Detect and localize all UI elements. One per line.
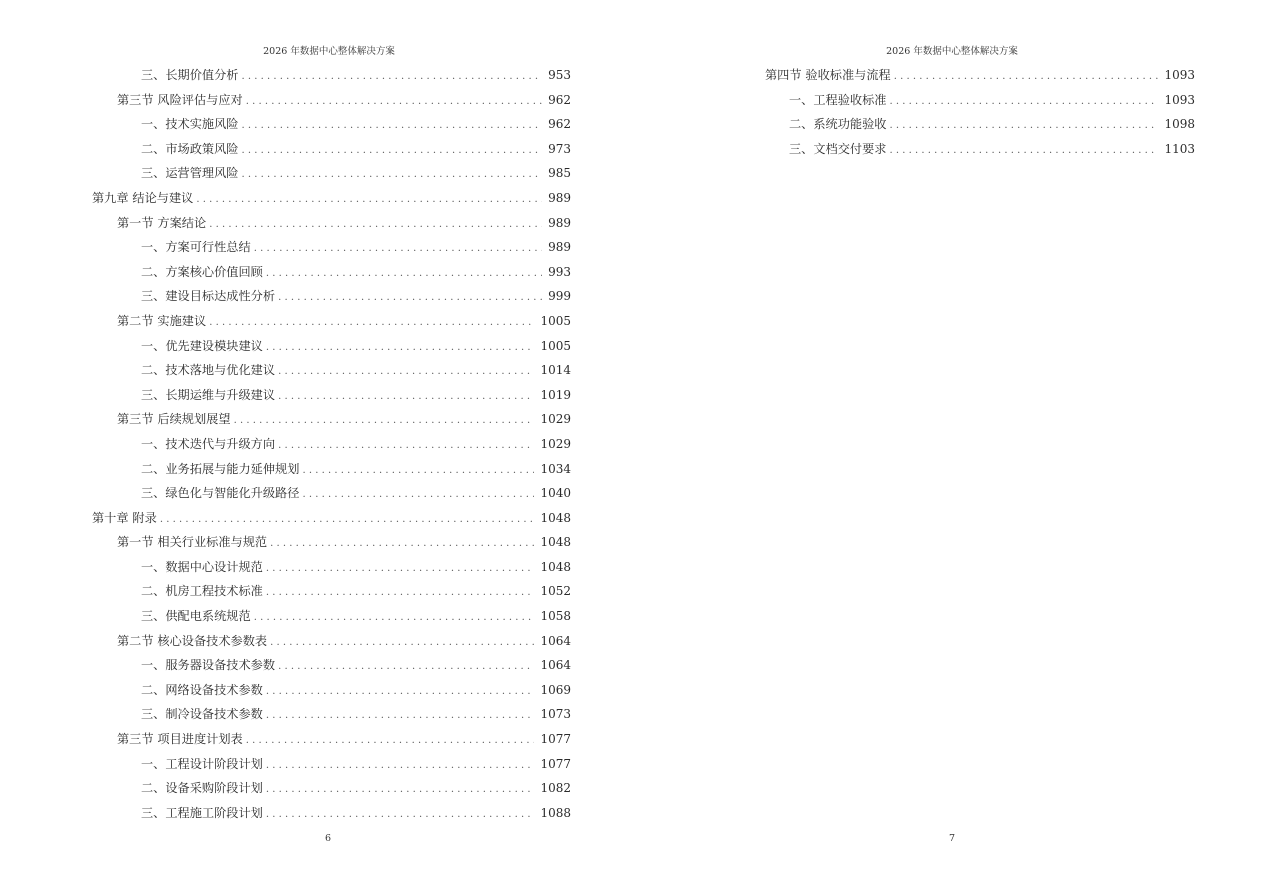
toc-entry-title: 第三节 后续规划展望: [117, 412, 231, 427]
toc-item-entry[interactable]: [92, 63, 571, 88]
toc-entry-title: 二、设备采购阶段计划: [141, 781, 263, 796]
toc-entry-title: 第十章 附录: [92, 510, 157, 525]
table-of-contents: [92, 63, 571, 825]
toc-page-number: 1073: [540, 707, 571, 722]
toc-entry-title: 三、供配电系统规范: [141, 609, 251, 624]
toc-page-number: 1077: [540, 756, 571, 771]
toc-entry-title: 二、方案核心价值回顾: [141, 264, 263, 279]
toc-page-number: 1103: [1164, 141, 1195, 156]
toc-entry-title: 三、长期价值分析: [141, 68, 239, 82]
toc-entry-title: 第二节 核心设备技术参数表: [117, 633, 268, 648]
toc-item-entry[interactable]: [92, 702, 571, 727]
toc-page-number: 999: [548, 289, 571, 304]
dot-leader: [890, 114, 1159, 139]
toc-item-entry[interactable]: [92, 112, 571, 137]
running-header: 2026 年数据中心整体解决方案: [263, 46, 395, 57]
toc-page-number: 1029: [540, 412, 571, 427]
dot-leader: [278, 360, 534, 385]
toc-entry-title: 二、技术落地与优化建议: [141, 363, 276, 378]
toc-entry-title: 一、数据中心设计规范: [141, 559, 263, 574]
toc-chapter-entry[interactable]: [92, 506, 571, 531]
toc-page-number: 1005: [540, 313, 571, 328]
dot-leader: [278, 385, 534, 410]
toc-page-number: 993: [548, 264, 571, 279]
toc-item-entry[interactable]: [740, 112, 1195, 137]
dot-leader: [242, 114, 543, 139]
toc-entry-title: 第三节 项目进度计划表: [117, 732, 243, 747]
toc-entry-title: 三、建设目标达成性分析: [141, 289, 276, 304]
dot-leader: [266, 336, 535, 361]
toc-item-entry[interactable]: [92, 358, 571, 383]
toc-entry-title: 第二节 实施建议: [117, 313, 207, 328]
toc-section-entry[interactable]: [92, 211, 571, 236]
dot-leader: [209, 213, 542, 238]
toc-page-number: 1064: [540, 658, 571, 673]
dot-leader: [894, 65, 1159, 90]
toc-entry-title: 一、服务器设备技术参数: [141, 658, 276, 673]
toc-section-entry[interactable]: [92, 407, 571, 432]
dot-leader: [266, 557, 535, 582]
toc-entry-title: 三、绿色化与智能化升级路径: [141, 486, 300, 501]
toc-entry-title: 三、工程施工阶段计划: [141, 805, 263, 820]
dot-leader: [302, 459, 534, 484]
dot-leader: [266, 778, 535, 803]
toc-section-entry[interactable]: [92, 629, 571, 654]
toc-page-number: 1029: [540, 436, 571, 451]
toc-page-number: 1088: [540, 805, 571, 820]
toc-item-entry[interactable]: [92, 678, 571, 703]
toc-item-entry[interactable]: [92, 260, 571, 285]
dot-leader: [246, 90, 542, 115]
toc-page-number: 1034: [540, 461, 571, 476]
toc-item-entry[interactable]: [92, 604, 571, 629]
toc-section-entry[interactable]: [92, 309, 571, 334]
dot-leader: [242, 139, 543, 164]
toc-page-number: 1098: [1164, 117, 1195, 132]
toc-page-number: 962: [548, 92, 571, 107]
toc-page-number: 1069: [540, 682, 571, 697]
toc-entry-title: 第九章 结论与建议: [92, 190, 194, 205]
dot-leader: [266, 754, 535, 779]
toc-page-right: [630, 0, 1261, 895]
toc-page-number: 1048: [540, 535, 571, 550]
dot-leader: [254, 606, 535, 631]
toc-item-entry[interactable]: [92, 801, 571, 826]
toc-entry-title: 一、技术迭代与升级方向: [141, 436, 276, 451]
dot-leader: [196, 188, 542, 213]
toc-entry-title: 二、系统功能验收: [789, 117, 887, 132]
toc-entry-title: 三、长期运维与升级建议: [141, 387, 276, 402]
toc-entry-title: 三、制冷设备技术参数: [141, 707, 263, 722]
toc-page-number: 1048: [540, 559, 571, 574]
dot-leader: [270, 532, 534, 557]
toc-page-number: 973: [548, 141, 571, 156]
toc-item-entry[interactable]: [92, 481, 571, 506]
toc-item-entry[interactable]: [92, 432, 571, 457]
dot-leader: [890, 139, 1159, 164]
toc-page-number: 1005: [540, 338, 571, 353]
toc-item-entry[interactable]: [92, 284, 571, 309]
toc-page-number: 1058: [540, 609, 571, 624]
page-number: 6: [324, 833, 332, 844]
dot-leader: [890, 90, 1159, 115]
toc-entry-title: 一、优先建设模块建议: [141, 338, 263, 353]
toc-entry-title: 第三节 风险评估与应对: [117, 92, 243, 107]
dot-leader: [242, 65, 543, 90]
dot-leader: [209, 311, 534, 336]
toc-page-number: 989: [548, 215, 571, 230]
toc-page-number: 1040: [540, 486, 571, 501]
toc-entry-title: 一、技术实施风险: [141, 117, 239, 132]
dot-leader: [266, 680, 535, 705]
toc-entry-title: 一、工程设计阶段计划: [141, 756, 263, 771]
dot-leader: [278, 655, 534, 680]
toc-entry-title: 二、机房工程技术标准: [141, 584, 263, 599]
dot-leader: [246, 729, 535, 754]
toc-section-entry[interactable]: [92, 727, 571, 752]
toc-item-entry[interactable]: [92, 776, 571, 801]
toc-entry-title: 第一节 相关行业标准与规范: [117, 535, 268, 550]
toc-item-entry[interactable]: [92, 579, 571, 604]
page-number: 7: [948, 833, 956, 844]
dot-leader: [278, 434, 534, 459]
toc-page-number: 962: [548, 117, 571, 132]
toc-item-entry[interactable]: [92, 457, 571, 482]
toc-page-number: 1019: [540, 387, 571, 402]
toc-entry-title: 二、网络设备技术参数: [141, 682, 263, 697]
toc-entry-title: 三、运营管理风险: [141, 166, 239, 181]
dot-leader: [302, 483, 534, 508]
toc-item-entry[interactable]: [92, 137, 571, 162]
toc-section-entry[interactable]: [92, 530, 571, 555]
toc-entry-title: 一、工程验收标准: [789, 92, 887, 107]
toc-entry-title: 二、市场政策风险: [141, 141, 239, 156]
toc-chapter-entry[interactable]: [92, 186, 571, 211]
toc-item-entry[interactable]: [92, 161, 571, 186]
dot-leader: [160, 508, 535, 533]
toc-page-number: 1093: [1164, 92, 1195, 107]
toc-item-entry[interactable]: [92, 555, 571, 580]
toc-item-entry[interactable]: [92, 334, 571, 359]
dot-leader: [266, 262, 542, 287]
toc-page-number: 1064: [540, 633, 571, 648]
toc-entry-title: 二、业务拓展与能力延伸规划: [141, 461, 300, 476]
dot-leader: [278, 286, 542, 311]
toc-page-number: 985: [548, 166, 571, 181]
dot-leader: [242, 163, 543, 188]
toc-item-entry[interactable]: [92, 653, 571, 678]
toc-entry-title: 三、文档交付要求: [789, 141, 887, 156]
toc-page-number: 1014: [540, 363, 571, 378]
toc-item-entry[interactable]: [92, 235, 571, 260]
toc-entry-title: 第四节 验收标准与流程: [765, 68, 891, 82]
toc-page-number: 989: [548, 240, 571, 255]
toc-entry-title: 一、方案可行性总结: [141, 240, 251, 255]
toc-item-entry[interactable]: [740, 137, 1195, 162]
toc-section-entry[interactable]: [740, 63, 1195, 88]
dot-leader: [254, 237, 542, 262]
toc-page-number: 1052: [540, 584, 571, 599]
dot-leader: [234, 409, 535, 434]
toc-page-number: 1082: [540, 781, 571, 796]
toc-page-number: 1077: [540, 732, 571, 747]
toc-page-number: 989: [548, 190, 571, 205]
dot-leader: [266, 803, 535, 828]
toc-section-entry[interactable]: [92, 88, 571, 113]
running-header: 2026 年数据中心整体解决方案: [886, 46, 1018, 57]
toc-item-entry[interactable]: [92, 752, 571, 777]
dot-leader: [266, 581, 535, 606]
toc-item-entry[interactable]: [740, 88, 1195, 113]
toc-page-number: 1048: [540, 510, 571, 525]
dot-leader: [270, 631, 534, 656]
toc-page-number: 953: [548, 68, 571, 82]
toc-item-entry[interactable]: [92, 383, 571, 408]
dot-leader: [266, 704, 535, 729]
toc-page-number: 1093: [1164, 68, 1195, 82]
toc-entry-title: 第一节 方案结论: [117, 215, 207, 230]
table-of-contents: [740, 63, 1195, 161]
